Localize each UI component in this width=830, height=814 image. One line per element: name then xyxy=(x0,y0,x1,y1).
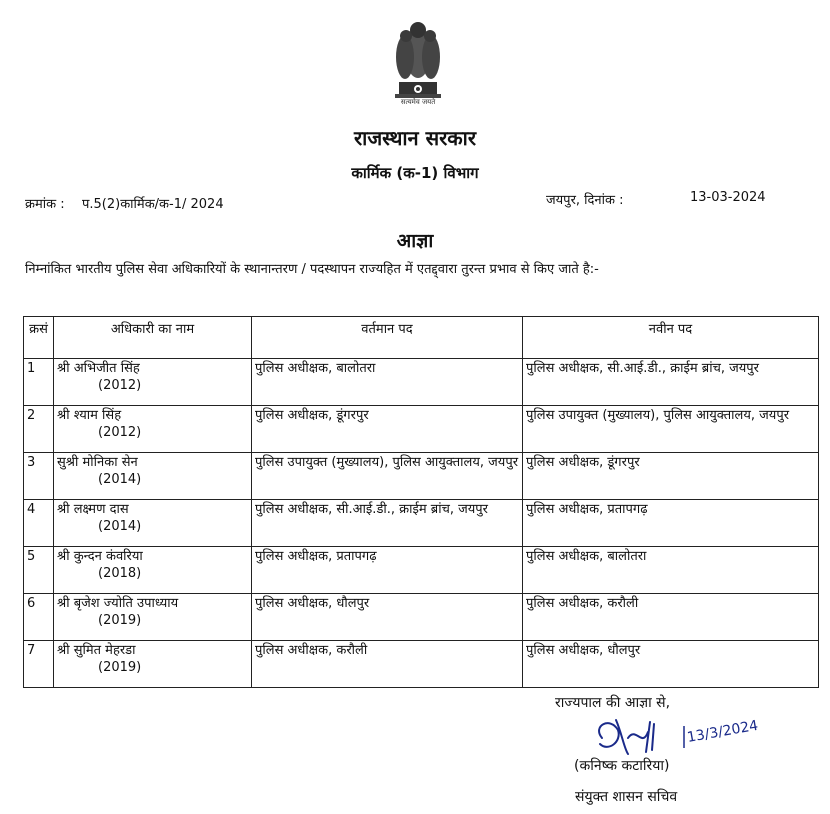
cell-officer xyxy=(54,359,252,406)
reference-label: क्रमांक : xyxy=(25,197,65,212)
cell-officer xyxy=(54,594,252,641)
officer-name: सुश्री मोनिका सेन xyxy=(57,455,138,470)
officer-batch: (2018) xyxy=(98,566,142,581)
signature-date: 13/3/2024 xyxy=(685,717,760,746)
cell-serial: 2 xyxy=(24,406,54,453)
emblem-motto: सत्यमेव जयते xyxy=(400,98,436,106)
cell-serial: 7 xyxy=(24,641,54,688)
officer-name: श्री अभिजीत सिंह xyxy=(57,361,140,376)
government-title: राजस्थान सरकार xyxy=(353,126,477,150)
table-row xyxy=(24,641,819,688)
cell-new-post: पुलिस अधीक्षक, करौली xyxy=(523,594,819,641)
officer-batch: (2019) xyxy=(98,613,142,628)
cell-new-post: पुलिस अधीक्षक, धौलपुर xyxy=(523,641,819,688)
cell-new-post: पुलिस अधीक्षक, प्रतापगढ़ xyxy=(523,500,819,547)
header-officer-name: अधिकारी का नाम xyxy=(54,317,252,359)
header-serial: क्रसं xyxy=(24,317,54,359)
header-new-post: नवीन पद xyxy=(523,317,819,359)
officer-batch: (2019) xyxy=(98,660,142,675)
cell-officer xyxy=(54,547,252,594)
officer-name: श्री श्याम सिंह xyxy=(57,408,122,423)
cell-new-post: पुलिस उपायुक्त (मुख्यालय), पुलिस आयुक्तालय, जयपुर xyxy=(523,406,819,453)
header-current-post: वर्तमान पद xyxy=(252,317,523,359)
place-date-label: जयपुर, दिनांक : xyxy=(546,193,624,208)
order-title: आज्ञा xyxy=(396,230,434,252)
table-row xyxy=(24,406,819,453)
table-row xyxy=(24,453,819,500)
cell-serial: 3 xyxy=(24,453,54,500)
cell-serial: 6 xyxy=(24,594,54,641)
cell-serial: 4 xyxy=(24,500,54,547)
cell-new-post: पुलिस अधीक्षक, सी.आई.डी., क्राईम ब्रांच, जयपुर xyxy=(523,359,819,406)
transfer-table xyxy=(23,316,819,688)
authority-line: राज्यपाल की आज्ञा से, xyxy=(555,695,671,711)
officer-name: श्री सुमित मेहरडा xyxy=(57,643,136,658)
officer-batch: (2014) xyxy=(98,472,142,487)
cell-officer xyxy=(54,641,252,688)
national-emblem-icon xyxy=(383,12,453,112)
officer-batch: (2014) xyxy=(98,519,142,534)
cell-serial: 1 xyxy=(24,359,54,406)
department-title: कार्मिक (क-1) विभाग xyxy=(351,164,479,182)
cell-current-post: पुलिस अधीक्षक, करौली xyxy=(252,641,523,688)
cell-current-post: पुलिस अधीक्षक, धौलपुर xyxy=(252,594,523,641)
signer-designation: संयुक्त शासन सचिव xyxy=(575,789,678,805)
cell-new-post: पुलिस अधीक्षक, डूंगरपुर xyxy=(523,453,819,500)
cell-current-post: पुलिस अधीक्षक, बालोतरा xyxy=(252,359,523,406)
table-header-row xyxy=(24,317,819,359)
cell-officer xyxy=(54,406,252,453)
signer-name: (कनिष्क कटारिया) xyxy=(574,758,670,774)
officer-batch: (2012) xyxy=(98,425,142,440)
cell-current-post: पुलिस अधीक्षक, डूंगरपुर xyxy=(252,406,523,453)
order-date: 13-03-2024 xyxy=(690,190,766,205)
cell-current-post: पुलिस अधीक्षक, सी.आई.डी., क्राईम ब्रांच, जयपुर xyxy=(252,500,523,547)
table-row xyxy=(24,500,819,547)
officer-name: श्री कुन्दन कंवरिया xyxy=(57,549,143,564)
cell-current-post: पुलिस उपायुक्त (मुख्यालय), पुलिस आयुक्तालय, जयपुर xyxy=(252,453,523,500)
table-row xyxy=(24,359,819,406)
table-row xyxy=(24,594,819,641)
officer-name: श्री बृजेश ज्योति उपाध्याय xyxy=(57,596,179,611)
cell-current-post: पुलिस अधीक्षक, प्रतापगढ़ xyxy=(252,547,523,594)
cell-officer xyxy=(54,453,252,500)
officer-name: श्री लक्ष्मण दास xyxy=(57,502,129,517)
cell-officer xyxy=(54,500,252,547)
officer-batch: (2012) xyxy=(98,378,142,393)
table-row xyxy=(24,547,819,594)
order-intro-text: निम्नांकित भारतीय पुलिस सेवा अधिकारियों के स्थानान्तरण / पदस्थापन राज्यहित में एतद्द्वारा तुरन्त प्रभाव से किए जाते है:- xyxy=(25,262,599,277)
cell-serial: 5 xyxy=(24,547,54,594)
reference-number: प.5(2)कार्मिक/क-1/ 2024 xyxy=(82,197,224,212)
cell-new-post: पुलिस अधीक्षक, बालोतरा xyxy=(523,547,819,594)
